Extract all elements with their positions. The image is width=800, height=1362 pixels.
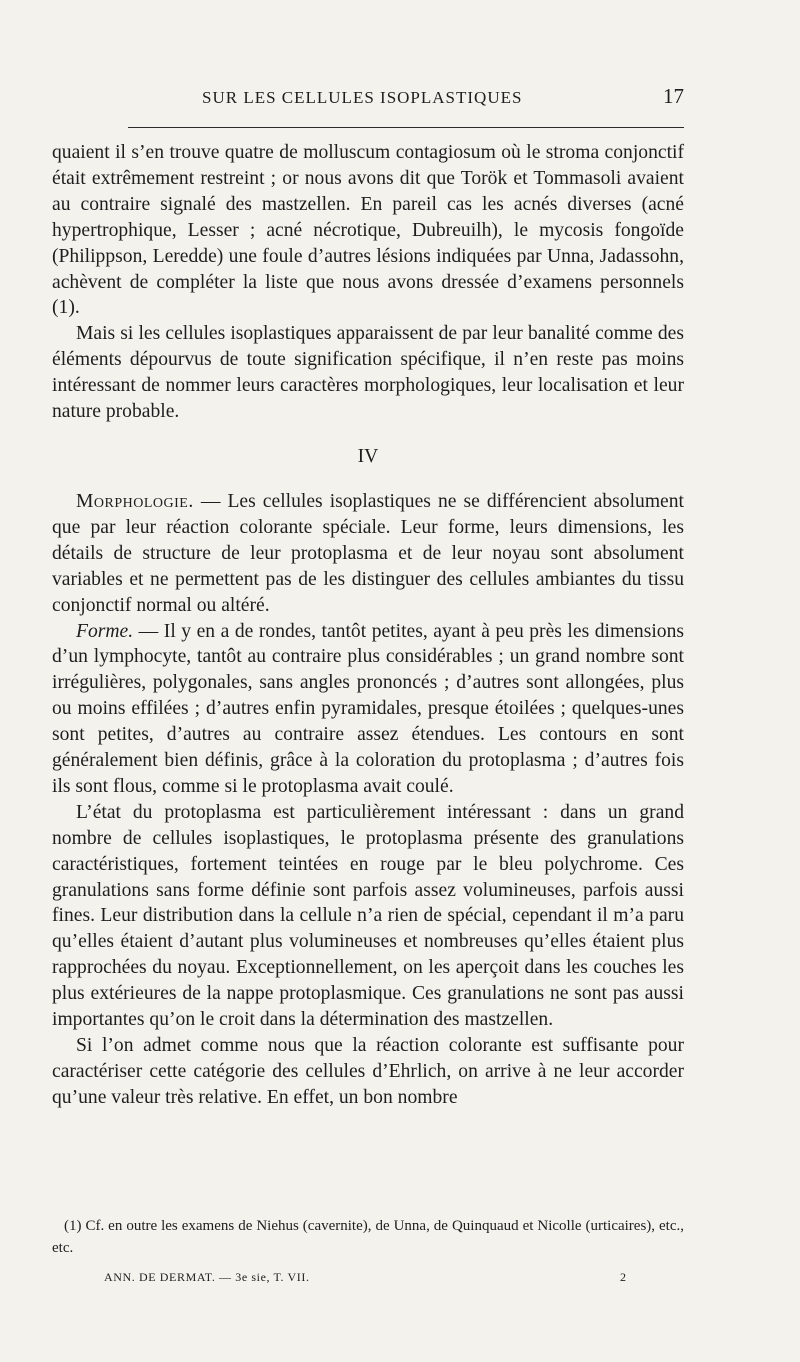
paragraph-morphologie [52,489,684,619]
signature-right: 2 [620,1270,626,1284]
morphologie-text: — Les cellules isoplastiques ne se différencient absolument que par leur réaction colorante spéciale. Leur forme, leurs dimensions, les détails de structure de leur protoplasma et de leur noyau sont absolument variables et ne permettent pas de les distinguer des cellules ambiantes du tissu conjonctif normal ou altéré. [52,490,684,616]
paragraph-protoplasma: L’état du protoplasma est particulièrement intéressant : dans un grand nombre de cellules isoplastiques, le protoplasma présente des granulations caractéristiques, fortement teintées en rouge par le bleu polychrome. Ces granulations sans forme définie sont parfois assez volumineuses, parfois aussi fines. Leur distribution dans la cellule n’a rien de spécial, cependant il m’a paru qu’elles étaient d’autant plus volumineuses et nombreuses qu’elles étaient plus rapprochées du noyau. Exceptionnellement, on les aperçoit dans les couches les plus extérieures de la nappe protoplasmique. Ces granulations ne sont pas aussi importantes qu’on le croit dans la détermination des mastzellen. [52,801,684,1031]
header-rule [128,127,684,128]
morphologie-lead: Morphologie. [76,490,194,512]
paragraph-1: quaient il s’en trouve quatre de molluscum contagiosum où le stroma conjonctif était extrêmement restreint ; or nous avons dit que Torök et Tommasoli avaient au contraire signalé des mastzellen. En pareil cas les acnés diverses (acné hypertrophique, Lesser ; acné nécrotique, Dubreuilh), le mycosis fongoïde (Philippson, Leredde) une foule d’autres lésions indiquées par Unna, Jadassohn, achèvent de compléter la liste que nous avons dressée d’examens personnels (1). [52,142,684,319]
body-text [52,140,684,1111]
paragraph-reaction: Si l’on admet comme nous que la réaction colorante est suffisante pour caractériser cette catégorie des cellules d’Ehrlich, on arrive à ne leur accorder qu’une valeur très relative. En effet, un bon nombre [52,1035,684,1108]
page-header [52,84,684,116]
paragraph-forme [52,619,684,800]
page-number: 17 [663,84,684,108]
running-title: SUR LES CELLULES ISOPLASTIQUES [202,88,523,107]
forme-lead: Forme. [76,620,134,642]
signature-left: ANN. DE DERMAT. — 3e sie, T. VII. [104,1270,310,1284]
printer-signature [52,1270,684,1288]
forme-text: — Il y en a de rondes, tantôt petites, ayant à peu près les dimensions d’un lymphocyte, tantôt au contraire plus considérables ; un grand nombre sont irrégulières, polygonales, sans angles prononcés ; d’autres sont allongées, plus ou moins effilées ; d’autres enfin pyramidales, presque étoilées ; quelques-unes sont petites, d’autres au contraire assez étendues. Les contours en sont généralement bien définis, grâce à la coloration du protoplasma ; d’autres fois ils sont flous, comme si le protoplasma avait coulé. [52,620,684,797]
footnote-text: (1) Cf. en outre les examens de Niehus (cavernite), de Unna, de Quinquaud et Nicolle (urticaires), etc., etc. [52,1218,684,1256]
footnote [52,1215,684,1259]
section-heading: IV [357,445,379,467]
paragraph-2: Mais si les cellules isoplastiques apparaissent de par leur banalité comme des éléments dépourvus de toute signification spécifique, il n’en reste pas moins intéressant de nommer leurs caractères morphologiques, leur localisation et leur nature probable. [52,323,684,423]
